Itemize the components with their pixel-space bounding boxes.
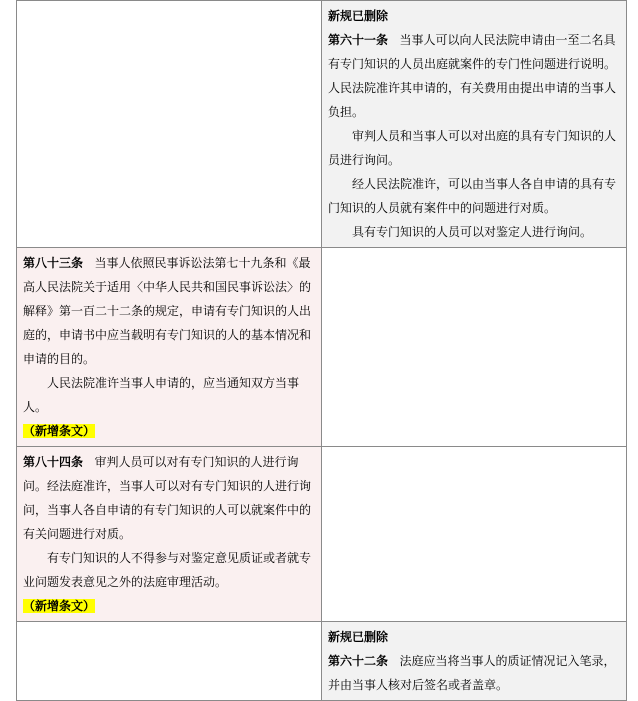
article-text: 审判人员可以对有专门知识的人进行询问。经法庭准许，当事人可以对有专门知识的人进行询问，当事人各自申请的有专门知识的人可以就案件中的有关问题进行对质。 [23, 455, 312, 541]
article-number: 第六十一条 [328, 33, 389, 47]
table-row [17, 447, 627, 622]
row2-old-rule-cell [322, 248, 627, 447]
article-paragraph [328, 649, 620, 697]
new-article-tag-line [23, 594, 315, 618]
article-number: 第八十四条 [23, 455, 84, 469]
article-text: 当事人依照民事诉讼法第七十九条和《最高人民法院关于适用〈中华人民共和国民事诉讼法〉的解释》第一百二十二条的规定，申请有专门知识的人出庭的，申请书中应当载明有专门知识的人的基本情况和申请的目的。 [23, 256, 312, 366]
article-paragraph: 人民法院准许当事人申请的，应当通知双方当事人。 [23, 376, 300, 414]
row3-old-rule-cell [322, 447, 627, 622]
article-paragraph [23, 251, 315, 371]
article-number: 第六十二条 [328, 654, 389, 668]
row4-new-rule-cell [17, 622, 322, 701]
article-number: 第八十三条 [23, 256, 84, 270]
deleted-status-label: 新规已删除 [328, 9, 389, 23]
article-paragraph: 审判人员和当事人可以对出庭的具有专门知识的人员进行询问。 [328, 129, 617, 167]
table-row [17, 248, 627, 447]
row4-old-rule-cell [322, 622, 627, 701]
article-paragraph [328, 28, 620, 124]
article-text: 当事人可以向人民法院申请由一至二名具有专门知识的人员出庭就案件的专门性问题进行说明。人民法院准许其申请的，有关费用由提出申请的当事人负担。 [328, 33, 617, 119]
row3-new-rule-cell [17, 447, 322, 622]
table-row [17, 1, 627, 248]
new-article-tag-line [23, 419, 315, 443]
row2-new-rule-cell [17, 248, 322, 447]
new-article-tag: （新增条文） [23, 424, 96, 438]
row1-new-rule-cell [17, 1, 322, 248]
article-paragraph: 经人民法院准许，可以由当事人各自申请的具有专门知识的人员就有案件中的问题进行对质。 [328, 177, 617, 215]
row1-old-rule-cell [322, 1, 627, 248]
comparison-table [16, 0, 627, 701]
new-article-tag: （新增条文） [23, 599, 96, 613]
article-paragraph [23, 450, 315, 546]
article-text: 法庭应当将当事人的质证情况记入笔录，并由当事人核对后签名或者盖章。 [328, 654, 616, 692]
article-paragraph: 具有专门知识的人员可以对鉴定人进行询问。 [352, 225, 593, 239]
deleted-status-label: 新规已删除 [328, 630, 389, 644]
article-paragraph: 有专门知识的人不得参与对鉴定意见质证或者就专业问题发表意见之外的法庭审理活动。 [23, 551, 312, 589]
table-row [17, 622, 627, 701]
